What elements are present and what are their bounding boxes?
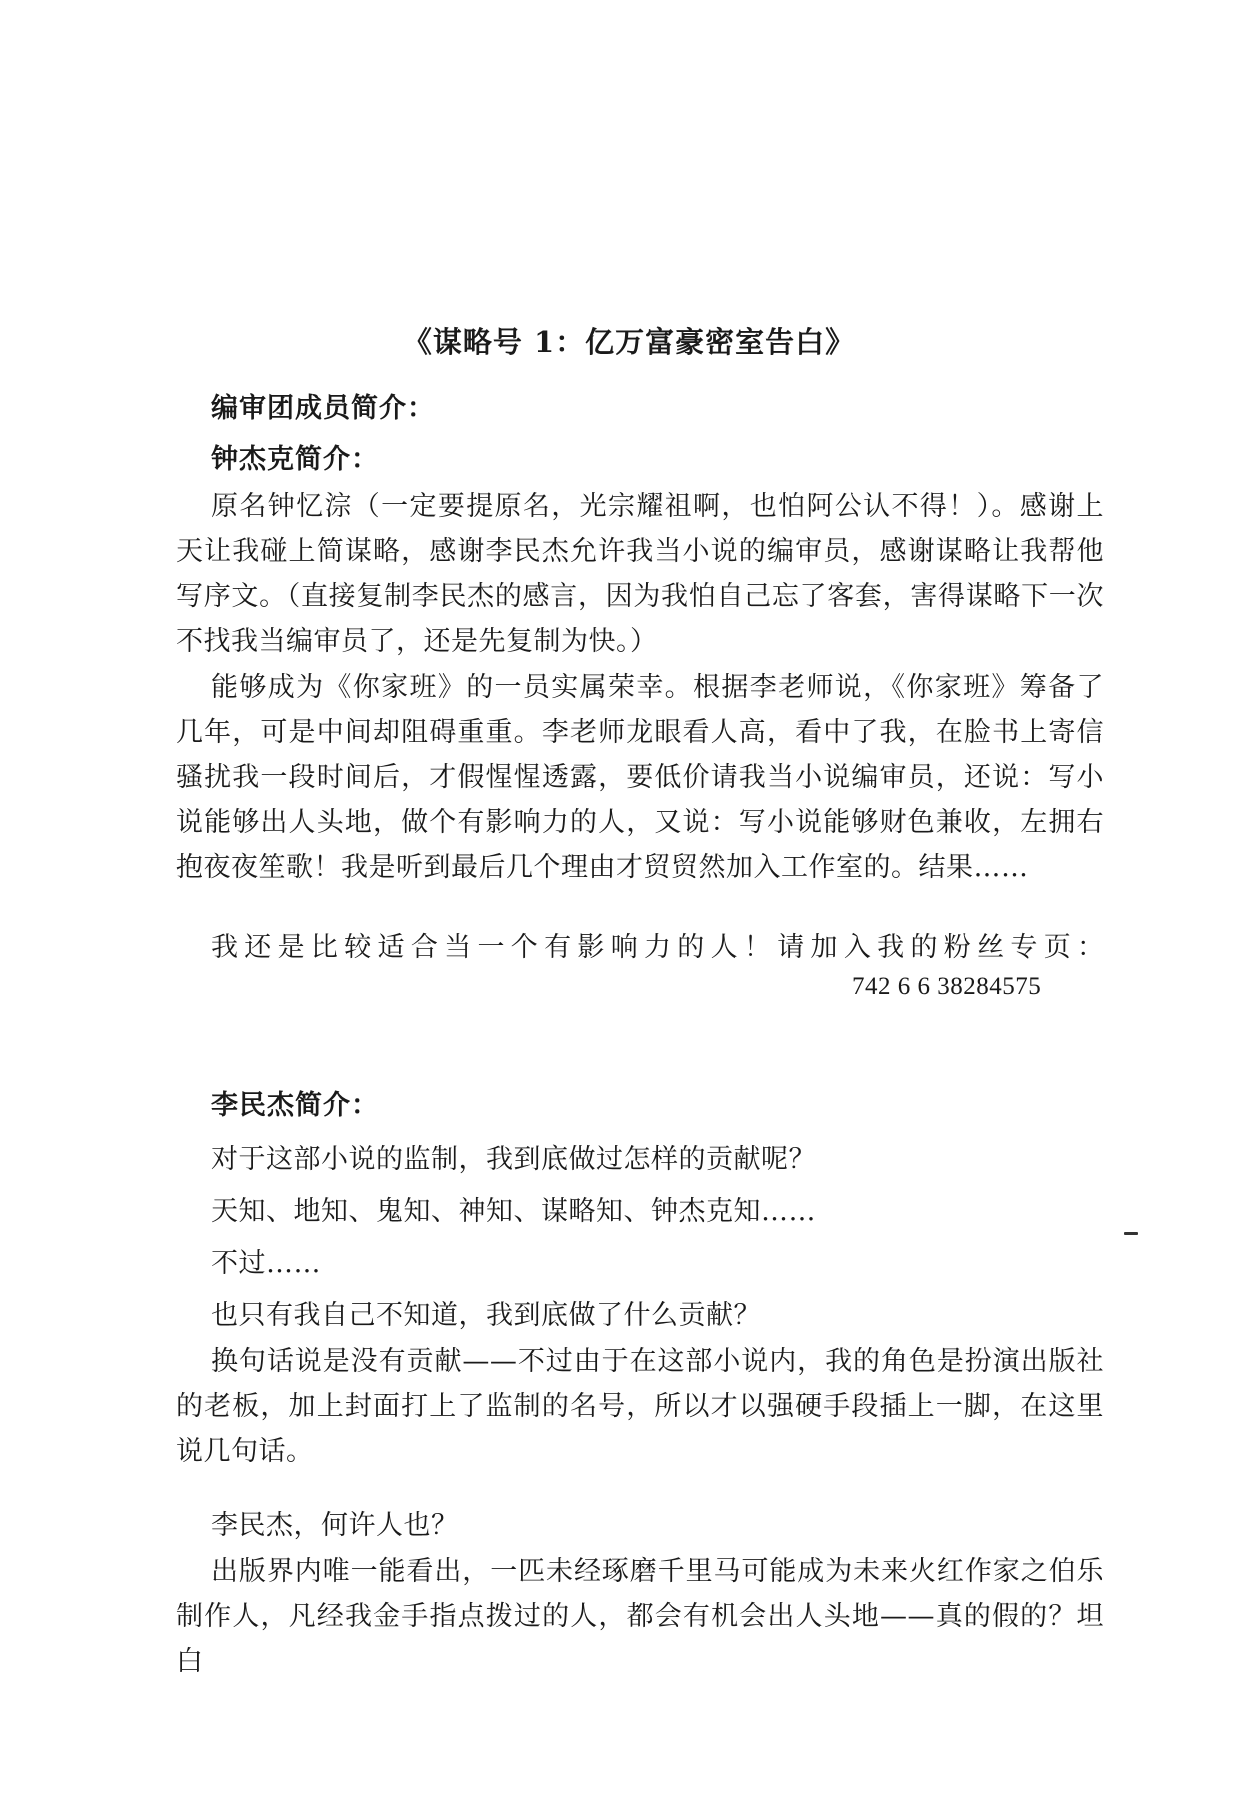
- li-heading: 李民杰简介：: [211, 1090, 379, 1121]
- fanpage-number: 742 6 6 38284575: [852, 973, 1042, 1000]
- li-line-3: 不过……: [211, 1248, 321, 1279]
- section-heading: 编审团成员简介：: [211, 393, 435, 424]
- li-line-6: 李民杰，何许人也？: [211, 1510, 459, 1541]
- scan-speck: [1124, 1232, 1138, 1235]
- zhong-paragraph-3: 我还是比较适合当一个有影响力的人！请加入我的粉丝专页：: [211, 932, 1104, 963]
- li-paragraph-7: 出版界内唯一能看出，一匹未经琢磨千里马可能成为未来火红作家之伯乐制作人，凡经我金手指点拨过的人，都会有机会出人头地——真的假的？坦白: [176, 1556, 1104, 1677]
- zhong-heading: 钟杰克简介：: [211, 444, 379, 475]
- li-paragraph-5: 换句话说是没有贡献——不过由于在这部小说内，我的角色是扮演出版社的老板，加上封面打上了监制的名号，所以才以强硬手段插上一脚，在这里说几句话。: [176, 1346, 1104, 1467]
- book-title: 《谋略号 1：亿万富豪密室告白》: [402, 325, 856, 359]
- zhong-paragraph-2: 能够成为《你家班》的一员实属荣幸。根据李老师说，《你家班》筹备了几年，可是中间却阻碍重重。李老师龙眼看人高，看中了我，在脸书上寄信骚扰我一段时间后，才假惺惺透露，要低价请我当小说编审员，还说：写小说能够出人头地，做个有影响力的人，又说：写小说能够财色兼收，左拥右抱夜夜笙歌！我是听到最后几个理由才贸贸然加入工作室的。结果……: [176, 672, 1104, 883]
- li-line-2: 天知、地知、鬼知、神知、谋略知、钟杰克知……: [211, 1196, 816, 1227]
- li-line-4: 也只有我自己不知道，我到底做了什么贡献？: [211, 1300, 761, 1331]
- zhong-paragraph-1: 原名钟忆淙（一定要提原名，光宗耀祖啊，也怕阿公认不得！）。感谢上天让我碰上简谋略，感谢李民杰允许我当小说的编审员，感谢谋略让我帮他写序文。（直接复制李民杰的感言，因为我怕自己忘了客套，害得谋略下一次不找我当编审员了，还是先复制为快。）: [176, 491, 1104, 657]
- li-line-1: 对于这部小说的监制，我到底做过怎样的贡献呢？: [211, 1144, 816, 1175]
